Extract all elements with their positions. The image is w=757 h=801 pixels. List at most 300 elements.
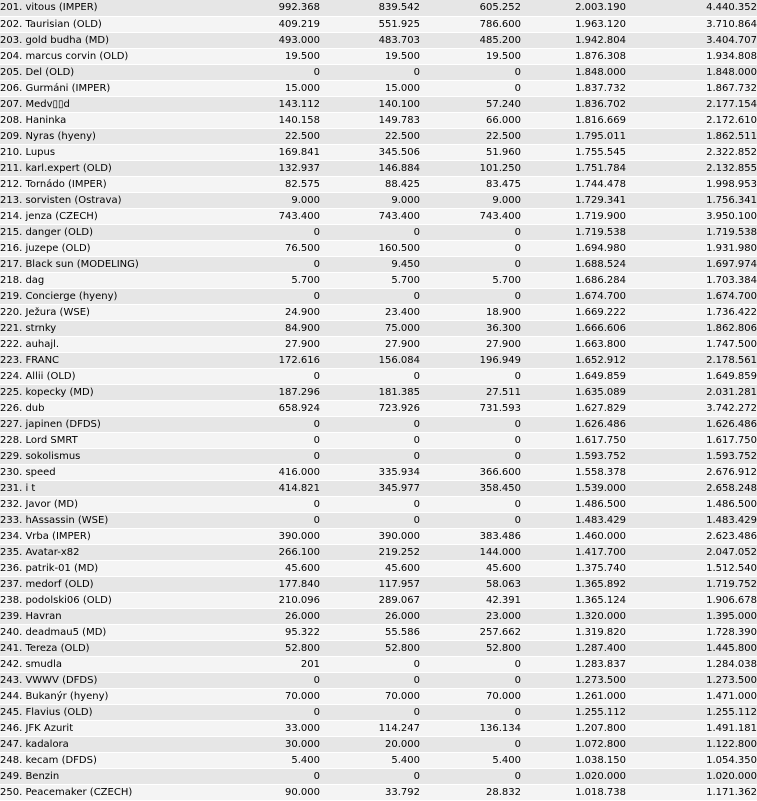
player-name-cell: 210. Lupus — [0, 144, 224, 160]
value-1-cell: 416.000 — [224, 464, 320, 480]
player-name-cell: 239. Havran — [0, 608, 224, 624]
table-row — [0, 304, 757, 320]
player-name-cell: 204. marcus corvin (OLD) — [0, 48, 224, 64]
value-4-cell: 1.558.378 — [521, 464, 626, 480]
player-name-cell: 201. vitous (IMPER) — [0, 0, 224, 16]
table-row — [0, 704, 757, 720]
value-2-cell: 0 — [320, 416, 420, 432]
total-cell: 2.658.248 — [626, 480, 757, 496]
value-3-cell: 0 — [420, 432, 521, 448]
player-name-cell: 229. sokolismus — [0, 448, 224, 464]
total-cell: 1.906.678 — [626, 592, 757, 608]
value-4-cell: 1.365.892 — [521, 576, 626, 592]
total-cell: 1.747.500 — [626, 336, 757, 352]
value-2-cell: 181.385 — [320, 384, 420, 400]
value-4-cell: 1.848.000 — [521, 64, 626, 80]
player-name-cell: 220. Ježura (WSE) — [0, 304, 224, 320]
total-cell: 2.177.154 — [626, 96, 757, 112]
player-name-cell: 207. Medv▯▯d — [0, 96, 224, 112]
value-3-cell: 5.700 — [420, 272, 521, 288]
value-3-cell: 0 — [420, 256, 521, 272]
value-2-cell: 33.792 — [320, 784, 420, 800]
total-cell: 1.255.112 — [626, 704, 757, 720]
value-4-cell: 1.626.486 — [521, 416, 626, 432]
value-3-cell: 0 — [420, 512, 521, 528]
value-3-cell: 257.662 — [420, 624, 521, 640]
total-cell: 1.862.511 — [626, 128, 757, 144]
value-4-cell: 1.744.478 — [521, 176, 626, 192]
player-name-cell: 240. deadmau5 (MD) — [0, 624, 224, 640]
value-1-cell: 210.096 — [224, 592, 320, 608]
value-2-cell: 27.900 — [320, 336, 420, 352]
total-cell: 2.623.486 — [626, 528, 757, 544]
value-4-cell: 1.876.308 — [521, 48, 626, 64]
player-name-cell: 232. Javor (MD) — [0, 496, 224, 512]
total-cell: 1.617.750 — [626, 432, 757, 448]
value-4-cell: 1.255.112 — [521, 704, 626, 720]
value-4-cell: 1.593.752 — [521, 448, 626, 464]
value-2-cell: 289.067 — [320, 592, 420, 608]
table-row — [0, 240, 757, 256]
total-cell: 1.719.538 — [626, 224, 757, 240]
total-cell: 2.172.610 — [626, 112, 757, 128]
value-3-cell: 101.250 — [420, 160, 521, 176]
value-2-cell: 0 — [320, 496, 420, 512]
value-1-cell: 0 — [224, 496, 320, 512]
table-row — [0, 160, 757, 176]
value-4-cell: 1.635.089 — [521, 384, 626, 400]
player-name-cell: 247. kadalora — [0, 736, 224, 752]
value-1-cell: 0 — [224, 288, 320, 304]
value-4-cell: 1.836.702 — [521, 96, 626, 112]
table-row — [0, 288, 757, 304]
value-4-cell: 1.038.150 — [521, 752, 626, 768]
total-cell: 1.674.700 — [626, 288, 757, 304]
player-name-cell: 230. speed — [0, 464, 224, 480]
value-3-cell: 0 — [420, 80, 521, 96]
value-3-cell: 66.000 — [420, 112, 521, 128]
player-name-cell: 237. medorf (OLD) — [0, 576, 224, 592]
player-name-cell: 208. Haninka — [0, 112, 224, 128]
value-3-cell: 70.000 — [420, 688, 521, 704]
player-name-cell: 250. Peacemaker (CZECH) — [0, 784, 224, 800]
value-1-cell: 27.900 — [224, 336, 320, 352]
value-2-cell: 9.450 — [320, 256, 420, 272]
table-row — [0, 560, 757, 576]
value-2-cell: 15.000 — [320, 80, 420, 96]
value-3-cell: 0 — [420, 704, 521, 720]
value-4-cell: 1.283.837 — [521, 656, 626, 672]
total-cell: 1.931.980 — [626, 240, 757, 256]
table-row — [0, 352, 757, 368]
value-2-cell: 55.586 — [320, 624, 420, 640]
value-1-cell: 33.000 — [224, 720, 320, 736]
value-2-cell: 23.400 — [320, 304, 420, 320]
value-2-cell: 75.000 — [320, 320, 420, 336]
value-3-cell: 366.600 — [420, 464, 521, 480]
value-2-cell: 0 — [320, 512, 420, 528]
value-3-cell: 23.000 — [420, 608, 521, 624]
player-name-cell: 203. gold budha (MD) — [0, 32, 224, 48]
value-1-cell: 84.900 — [224, 320, 320, 336]
total-cell: 2.047.052 — [626, 544, 757, 560]
value-1-cell: 992.368 — [224, 0, 320, 16]
total-cell: 4.440.352 — [626, 0, 757, 16]
value-1-cell: 177.840 — [224, 576, 320, 592]
table-row — [0, 48, 757, 64]
value-4-cell: 1.319.820 — [521, 624, 626, 640]
value-2-cell: 0 — [320, 656, 420, 672]
player-name-cell: 216. juzepe (OLD) — [0, 240, 224, 256]
player-name-cell: 202. Taurisian (OLD) — [0, 16, 224, 32]
player-name-cell: 205. Del (OLD) — [0, 64, 224, 80]
player-name-cell: 225. kopecky (MD) — [0, 384, 224, 400]
player-name-cell: 244. Bukanýr (hyeny) — [0, 688, 224, 704]
value-4-cell: 1.287.400 — [521, 640, 626, 656]
table-row — [0, 784, 757, 800]
table-row — [0, 208, 757, 224]
table-row — [0, 576, 757, 592]
value-4-cell: 1.663.800 — [521, 336, 626, 352]
value-4-cell: 1.486.500 — [521, 496, 626, 512]
total-cell: 2.178.561 — [626, 352, 757, 368]
value-2-cell: 0 — [320, 64, 420, 80]
value-2-cell: 117.957 — [320, 576, 420, 592]
value-4-cell: 1.694.980 — [521, 240, 626, 256]
table-row — [0, 400, 757, 416]
total-cell: 3.950.100 — [626, 208, 757, 224]
value-3-cell: 743.400 — [420, 208, 521, 224]
value-3-cell: 51.960 — [420, 144, 521, 160]
value-3-cell: 144.000 — [420, 544, 521, 560]
total-cell: 2.031.281 — [626, 384, 757, 400]
value-2-cell: 149.783 — [320, 112, 420, 128]
value-3-cell: 0 — [420, 736, 521, 752]
total-cell: 1.736.422 — [626, 304, 757, 320]
total-cell: 1.719.752 — [626, 576, 757, 592]
value-2-cell: 0 — [320, 704, 420, 720]
player-name-cell: 221. strnky — [0, 320, 224, 336]
table-row — [0, 80, 757, 96]
value-2-cell: 390.000 — [320, 528, 420, 544]
value-1-cell: 90.000 — [224, 784, 320, 800]
table-row — [0, 320, 757, 336]
value-2-cell: 160.500 — [320, 240, 420, 256]
value-1-cell: 169.841 — [224, 144, 320, 160]
value-1-cell: 9.000 — [224, 192, 320, 208]
table-row — [0, 640, 757, 656]
value-2-cell: 70.000 — [320, 688, 420, 704]
player-name-cell: 238. podolski06 (OLD) — [0, 592, 224, 608]
total-cell: 1.020.000 — [626, 768, 757, 784]
value-3-cell: 27.900 — [420, 336, 521, 352]
value-1-cell: 0 — [224, 256, 320, 272]
value-1-cell: 743.400 — [224, 208, 320, 224]
table-row — [0, 336, 757, 352]
value-4-cell: 1.686.284 — [521, 272, 626, 288]
value-1-cell: 0 — [224, 512, 320, 528]
table-row — [0, 736, 757, 752]
value-1-cell: 266.100 — [224, 544, 320, 560]
table-row — [0, 256, 757, 272]
value-1-cell: 30.000 — [224, 736, 320, 752]
value-1-cell: 132.937 — [224, 160, 320, 176]
value-1-cell: 0 — [224, 704, 320, 720]
value-2-cell: 5.700 — [320, 272, 420, 288]
value-1-cell: 493.000 — [224, 32, 320, 48]
table-row — [0, 176, 757, 192]
player-name-cell: 243. VWWV (DFDS) — [0, 672, 224, 688]
value-2-cell: 551.925 — [320, 16, 420, 32]
value-1-cell: 45.600 — [224, 560, 320, 576]
value-1-cell: 70.000 — [224, 688, 320, 704]
value-1-cell: 187.296 — [224, 384, 320, 400]
value-3-cell: 0 — [420, 288, 521, 304]
total-cell: 1.273.500 — [626, 672, 757, 688]
value-4-cell: 1.273.500 — [521, 672, 626, 688]
value-2-cell: 0 — [320, 368, 420, 384]
value-2-cell: 22.500 — [320, 128, 420, 144]
total-cell: 2.132.855 — [626, 160, 757, 176]
value-3-cell: 0 — [420, 448, 521, 464]
value-1-cell: 95.322 — [224, 624, 320, 640]
value-4-cell: 1.539.000 — [521, 480, 626, 496]
total-cell: 2.322.852 — [626, 144, 757, 160]
player-name-cell: 213. sorvisten (Ostrava) — [0, 192, 224, 208]
table-row — [0, 64, 757, 80]
value-3-cell: 9.000 — [420, 192, 521, 208]
total-cell: 1.862.806 — [626, 320, 757, 336]
value-4-cell: 1.666.606 — [521, 320, 626, 336]
value-2-cell: 156.084 — [320, 352, 420, 368]
player-name-cell: 226. dub — [0, 400, 224, 416]
value-1-cell: 140.158 — [224, 112, 320, 128]
value-1-cell: 5.700 — [224, 272, 320, 288]
value-4-cell: 1.261.000 — [521, 688, 626, 704]
value-4-cell: 1.417.700 — [521, 544, 626, 560]
value-3-cell: 0 — [420, 496, 521, 512]
player-name-cell: 227. japinen (DFDS) — [0, 416, 224, 432]
value-2-cell: 345.977 — [320, 480, 420, 496]
value-1-cell: 390.000 — [224, 528, 320, 544]
total-cell: 1.649.859 — [626, 368, 757, 384]
value-3-cell: 731.593 — [420, 400, 521, 416]
value-1-cell: 24.900 — [224, 304, 320, 320]
total-cell: 1.593.752 — [626, 448, 757, 464]
value-4-cell: 1.795.011 — [521, 128, 626, 144]
total-cell: 1.756.341 — [626, 192, 757, 208]
value-3-cell: 136.134 — [420, 720, 521, 736]
value-1-cell: 0 — [224, 432, 320, 448]
value-3-cell: 36.300 — [420, 320, 521, 336]
total-cell: 1.512.540 — [626, 560, 757, 576]
table-row — [0, 544, 757, 560]
value-3-cell: 28.832 — [420, 784, 521, 800]
value-1-cell: 409.219 — [224, 16, 320, 32]
player-name-cell: 228. Lord SMRT — [0, 432, 224, 448]
value-4-cell: 1.652.912 — [521, 352, 626, 368]
player-name-cell: 214. jenza (CZECH) — [0, 208, 224, 224]
player-name-cell: 233. hAssassin (WSE) — [0, 512, 224, 528]
table-row — [0, 384, 757, 400]
value-1-cell: 22.500 — [224, 128, 320, 144]
value-4-cell: 1.365.124 — [521, 592, 626, 608]
table-row — [0, 608, 757, 624]
player-name-cell: 235. Avatar-x82 — [0, 544, 224, 560]
value-2-cell: 9.000 — [320, 192, 420, 208]
value-1-cell: 172.616 — [224, 352, 320, 368]
table-row — [0, 32, 757, 48]
value-1-cell: 26.000 — [224, 608, 320, 624]
table-row — [0, 272, 757, 288]
value-1-cell: 0 — [224, 672, 320, 688]
value-3-cell: 0 — [420, 240, 521, 256]
value-3-cell: 0 — [420, 656, 521, 672]
player-name-cell: 231. i t — [0, 480, 224, 496]
value-2-cell: 45.600 — [320, 560, 420, 576]
value-1-cell: 5.400 — [224, 752, 320, 768]
player-name-cell: 224. Allii (OLD) — [0, 368, 224, 384]
value-4-cell: 1.674.700 — [521, 288, 626, 304]
value-4-cell: 1.669.222 — [521, 304, 626, 320]
value-2-cell: 0 — [320, 672, 420, 688]
total-cell: 1.867.732 — [626, 80, 757, 96]
value-4-cell: 1.617.750 — [521, 432, 626, 448]
value-4-cell: 1.207.800 — [521, 720, 626, 736]
value-2-cell: 114.247 — [320, 720, 420, 736]
value-2-cell: 0 — [320, 224, 420, 240]
total-cell: 3.710.864 — [626, 16, 757, 32]
player-name-cell: 219. Concierge (hyeny) — [0, 288, 224, 304]
table-row — [0, 528, 757, 544]
table-row — [0, 144, 757, 160]
value-3-cell: 52.800 — [420, 640, 521, 656]
value-4-cell: 1.719.538 — [521, 224, 626, 240]
player-name-cell: 215. danger (OLD) — [0, 224, 224, 240]
table-row — [0, 416, 757, 432]
value-4-cell: 1.942.804 — [521, 32, 626, 48]
table-row — [0, 592, 757, 608]
value-4-cell: 1.963.120 — [521, 16, 626, 32]
value-1-cell: 0 — [224, 64, 320, 80]
total-cell: 1.284.038 — [626, 656, 757, 672]
value-4-cell: 1.816.669 — [521, 112, 626, 128]
player-name-cell: 236. patrik-01 (MD) — [0, 560, 224, 576]
player-name-cell: 212. Tornádo (IMPER) — [0, 176, 224, 192]
value-2-cell: 5.400 — [320, 752, 420, 768]
value-3-cell: 358.450 — [420, 480, 521, 496]
value-2-cell: 335.934 — [320, 464, 420, 480]
value-4-cell: 1.837.732 — [521, 80, 626, 96]
value-3-cell: 45.600 — [420, 560, 521, 576]
value-4-cell: 1.320.000 — [521, 608, 626, 624]
table-row — [0, 224, 757, 240]
total-cell: 1.848.000 — [626, 64, 757, 80]
player-name-cell: 217. Black sun (MODELING) — [0, 256, 224, 272]
value-3-cell: 605.252 — [420, 0, 521, 16]
value-2-cell: 20.000 — [320, 736, 420, 752]
value-4-cell: 1.627.829 — [521, 400, 626, 416]
value-3-cell: 485.200 — [420, 32, 521, 48]
value-3-cell: 18.900 — [420, 304, 521, 320]
value-1-cell: 0 — [224, 448, 320, 464]
value-4-cell: 1.483.429 — [521, 512, 626, 528]
value-3-cell: 22.500 — [420, 128, 521, 144]
value-2-cell: 0 — [320, 288, 420, 304]
player-name-cell: 249. Benzin — [0, 768, 224, 784]
table-row — [0, 768, 757, 784]
total-cell: 1.626.486 — [626, 416, 757, 432]
table-row — [0, 448, 757, 464]
value-1-cell: 0 — [224, 368, 320, 384]
player-name-cell: 211. karl.expert (OLD) — [0, 160, 224, 176]
table-row — [0, 96, 757, 112]
value-4-cell: 1.719.900 — [521, 208, 626, 224]
table-row — [0, 624, 757, 640]
value-3-cell: 0 — [420, 64, 521, 80]
table-row — [0, 112, 757, 128]
value-2-cell: 52.800 — [320, 640, 420, 656]
total-cell: 1.122.800 — [626, 736, 757, 752]
total-cell: 1.491.181 — [626, 720, 757, 736]
table-row — [0, 16, 757, 32]
value-2-cell: 88.425 — [320, 176, 420, 192]
value-4-cell: 1.375.740 — [521, 560, 626, 576]
value-3-cell: 58.063 — [420, 576, 521, 592]
table-row — [0, 368, 757, 384]
value-2-cell: 140.100 — [320, 96, 420, 112]
total-cell: 1.171.362 — [626, 784, 757, 800]
table-row — [0, 128, 757, 144]
value-3-cell: 786.600 — [420, 16, 521, 32]
value-2-cell: 723.926 — [320, 400, 420, 416]
table-row — [0, 512, 757, 528]
table-row — [0, 464, 757, 480]
value-2-cell: 26.000 — [320, 608, 420, 624]
table-row — [0, 432, 757, 448]
table-row — [0, 672, 757, 688]
table-row — [0, 192, 757, 208]
value-2-cell: 483.703 — [320, 32, 420, 48]
value-3-cell: 5.400 — [420, 752, 521, 768]
value-1-cell: 0 — [224, 416, 320, 432]
value-2-cell: 146.884 — [320, 160, 420, 176]
value-3-cell: 42.391 — [420, 592, 521, 608]
value-1-cell: 201 — [224, 656, 320, 672]
value-4-cell: 1.018.738 — [521, 784, 626, 800]
value-1-cell: 52.800 — [224, 640, 320, 656]
value-4-cell: 1.755.545 — [521, 144, 626, 160]
player-name-cell: 246. JFK Azurit — [0, 720, 224, 736]
table-row — [0, 656, 757, 672]
value-3-cell: 0 — [420, 224, 521, 240]
value-4-cell: 1.020.000 — [521, 768, 626, 784]
player-name-cell: 209. Nyras (hyeny) — [0, 128, 224, 144]
value-1-cell: 19.500 — [224, 48, 320, 64]
value-3-cell: 57.240 — [420, 96, 521, 112]
total-cell: 2.676.912 — [626, 464, 757, 480]
total-cell: 3.742.272 — [626, 400, 757, 416]
total-cell: 3.404.707 — [626, 32, 757, 48]
value-4-cell: 1.072.800 — [521, 736, 626, 752]
value-2-cell: 345.506 — [320, 144, 420, 160]
total-cell: 1.697.974 — [626, 256, 757, 272]
total-cell: 1.445.800 — [626, 640, 757, 656]
value-3-cell: 0 — [420, 416, 521, 432]
value-1-cell: 658.924 — [224, 400, 320, 416]
value-3-cell: 0 — [420, 368, 521, 384]
value-1-cell: 143.112 — [224, 96, 320, 112]
